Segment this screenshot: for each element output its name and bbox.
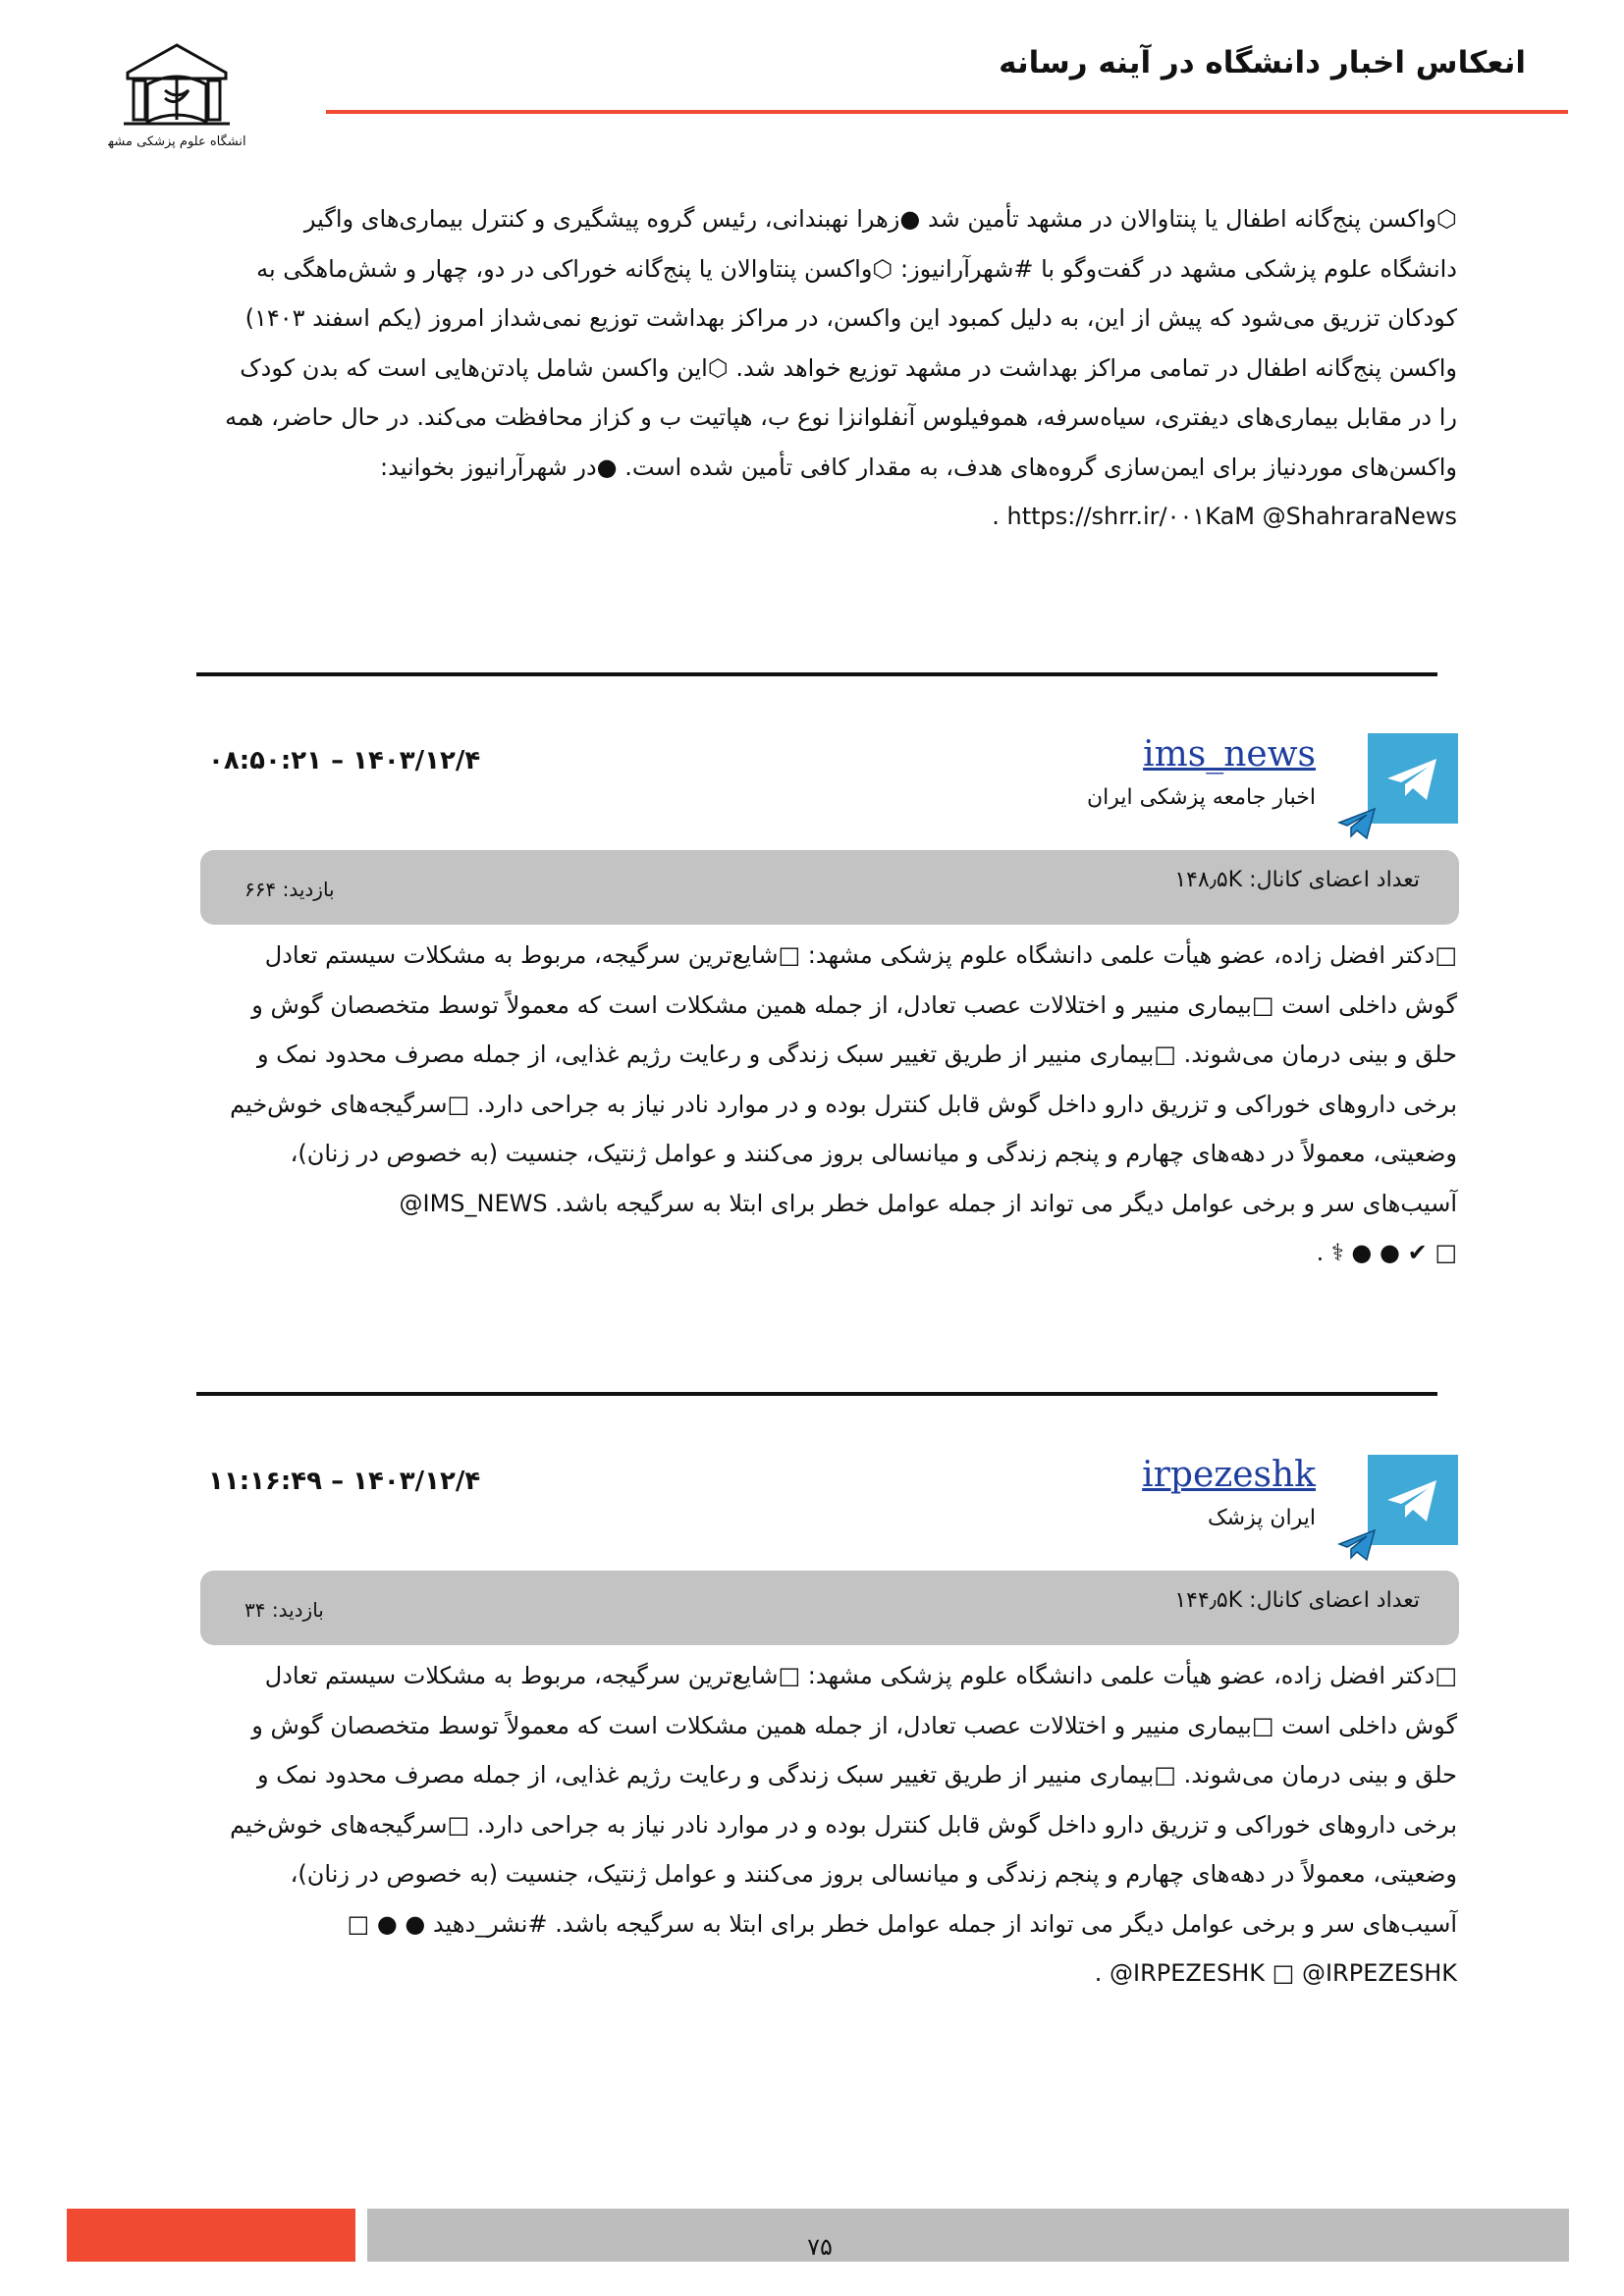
- view-count: [244, 878, 335, 901]
- member-count-value: ۱۴۸٫۵K: [1174, 868, 1243, 892]
- post-2-line: حلق و بینی درمان می‌شوند. □بیماری منییر از طریق تغییر سبک زندگی و رعایت رژیم غذایی، از جمله مصرف محدود نمک و: [256, 1041, 1457, 1068]
- member-count: [1174, 1588, 1420, 1613]
- post-2-line: □ ✔ ● ● ⚕ .: [1316, 1239, 1457, 1266]
- channel-name-link[interactable]: ims_news: [1143, 734, 1316, 774]
- channel-name-link[interactable]: irpezeshk: [1142, 1455, 1316, 1495]
- post-2-line: □دکتر افضل زاده، عضو هیأت علمی دانشگاه علوم پزشکی مشهد: □شایع‌ترین سرگیجه، مربوط به مشکلات سیستم تعادل: [264, 941, 1457, 969]
- header-rule: [326, 110, 1568, 114]
- view-count-value: ۶۶۴: [244, 878, 277, 901]
- post-3-line: وضعیتی، معمولاً در دهه‌های چهارم و پنجم زندگی و میانسالی بروز می‌کنند و عوامل ژنتیک، جنسیت (به خصوص در زنان)،: [290, 1860, 1457, 1888]
- post-1-line: را در مقابل بیماری‌های دیفتری، سیاه‌سرفه، هموفیلوس آنفلوانزا نوع ب، هپاتیت ب و کزاز محافظت می‌کند. در حال حاضر، همه: [225, 403, 1457, 431]
- channel-description: اخبار جامعه پزشکی ایران: [1087, 785, 1316, 810]
- member-count-value: ۱۴۴٫۵K: [1174, 1588, 1243, 1613]
- post-datetime: ۱۴۰۳/۱۲/۴ – ۰۸:۵۰:۲۱: [208, 746, 481, 775]
- member-count-label: تعداد اعضای کانال:: [1249, 1588, 1420, 1613]
- logo-caption: دانشگاه علوم پزشکی مشهد: [108, 134, 245, 149]
- post-2-line: وضعیتی، معمولاً در دهه‌های چهارم و پنجم زندگی و میانسالی بروز می‌کنند و عوامل ژنتیک، جنسیت (به خصوص در زنان)،: [290, 1140, 1457, 1167]
- channel-description: ایران پزشک: [1207, 1506, 1316, 1530]
- post-3-line: IRPEZESHK □ @IRPEZESHK@ .: [1094, 1959, 1457, 1987]
- post-1-line: ⬡واکسن پنج‌گانه اطفال یا پنتاوالان در مشهد تأمین شد ●زهرا نهبندانی، رئیس گروه پیشگیری و کنترل بیماری‌های واگیر: [303, 205, 1457, 233]
- channel-avatar[interactable]: [1368, 1455, 1458, 1545]
- footer-bar: [367, 2209, 1569, 2262]
- post-1-line: واکسن‌های موردنیاز برای ایمن‌سازی گروه‌های هدف، به مقدار کافی تأمین شده است. ●در شهرآرانیوز بخوانید:: [380, 453, 1457, 481]
- post-2-text: [198, 931, 1457, 1278]
- post-3-line: برخی داروهای خوراکی و تزریق دارو داخل گوش قابل کنترل بوده و در موارد نادر نیاز به جراحی دارد. □سرگیجه‌های خوش‌خیم: [230, 1810, 1457, 1839]
- post-2-line: گوش داخلی است □بیماری منییر و اختلالات عصب تعادل، از جمله همین مشکلات است که معمولاً توسط متخصصان گوش و: [251, 990, 1457, 1019]
- channel-stats-bar: [200, 1571, 1459, 1645]
- view-count: [244, 1598, 324, 1622]
- channel-stats-bar: [200, 850, 1459, 925]
- member-count: [1174, 868, 1420, 892]
- post-3-text: [198, 1651, 1457, 1999]
- post-3-line: آسیب‌های سر و برخی عوامل دیگر می تواند از جمله عوامل خطر برای ابتلا به سرگیجه باشد. #نشر_دهید ● ● □: [347, 1909, 1457, 1938]
- view-count-label: بازدید:: [282, 878, 335, 901]
- post-1-line: واکسن پنج‌گانه اطفال در تمامی مراکز بهداشت در مشهد توزیع خواهد شد. ⬡این واکسن شامل پادتن‌هایی است که بدن کودک: [240, 353, 1457, 382]
- post-datetime: ۱۴۰۳/۱۲/۴ – ۱۱:۱۶:۴۹: [208, 1467, 481, 1496]
- channel-avatar[interactable]: [1368, 733, 1458, 824]
- post-1-line: دانشگاه علوم پزشکی مشهد در گفت‌وگو با #شهرآرانیوز: ⬡واکسن پنتاوالان یا پنج‌گانه خوراکی در دو، چهار و شش‌ماهگی به: [256, 254, 1457, 283]
- post-3-line: □دکتر افضل زاده، عضو هیأت علمی دانشگاه علوم پزشکی مشهد: □شایع‌ترین سرگیجه، مربوط به مشکلات سیستم تعادل: [264, 1662, 1457, 1689]
- telegram-plane-icon: [1337, 1528, 1377, 1562]
- page-number: ۷۵: [807, 2233, 833, 2261]
- post-3-line: گوش داخلی است □بیماری منییر و اختلالات عصب تعادل، از جمله همین مشکلات است که معمولاً توسط متخصصان گوش و: [251, 1711, 1457, 1739]
- post-3-line: حلق و بینی درمان می‌شوند. □بیماری منییر از طریق تغییر سبک زندگی و رعایت رژیم غذایی، از جمله مصرف محدود نمک و: [256, 1761, 1457, 1789]
- view-count-label: بازدید:: [271, 1598, 324, 1622]
- telegram-plane-icon: [1337, 807, 1377, 840]
- post-2-line: آسیب‌های سر و برخی عوامل دیگر می تواند از جمله عوامل خطر برای ابتلا به سرگیجه باشد. IMS_NEWS@: [399, 1189, 1457, 1217]
- telegram-icon: [1368, 1455, 1458, 1545]
- member-count-label: تعداد اعضای کانال:: [1249, 868, 1420, 892]
- telegram-icon: [1368, 733, 1458, 824]
- post-1-link-line[interactable]: https://shrr.ir/۰۰۱KaM @ShahraraNews .: [992, 503, 1457, 530]
- university-seal-icon: [108, 39, 245, 165]
- university-logo: [108, 39, 245, 165]
- post-2-line: برخی داروهای خوراکی و تزریق دارو داخل گوش قابل کنترل بوده و در موارد نادر نیاز به جراحی دارد. □سرگیجه‌های خوش‌خیم: [230, 1090, 1457, 1118]
- post-1-line: کودکان تزریق می‌شود که پیش از این، به دلیل کمبود این واکسن، در مراکز بهداشت توزیع نمی‌شداز امروز (یکم اسفند ۱۴۰۳): [244, 304, 1457, 332]
- page-title: انعکاس اخبار دانشگاه در آینه رسانه: [999, 45, 1526, 80]
- section-divider: [196, 1392, 1437, 1396]
- post-1-text: [198, 194, 1457, 542]
- view-count-value: ۳۴: [244, 1598, 266, 1622]
- section-divider: [196, 672, 1437, 676]
- footer-accent-bar: [67, 2209, 355, 2262]
